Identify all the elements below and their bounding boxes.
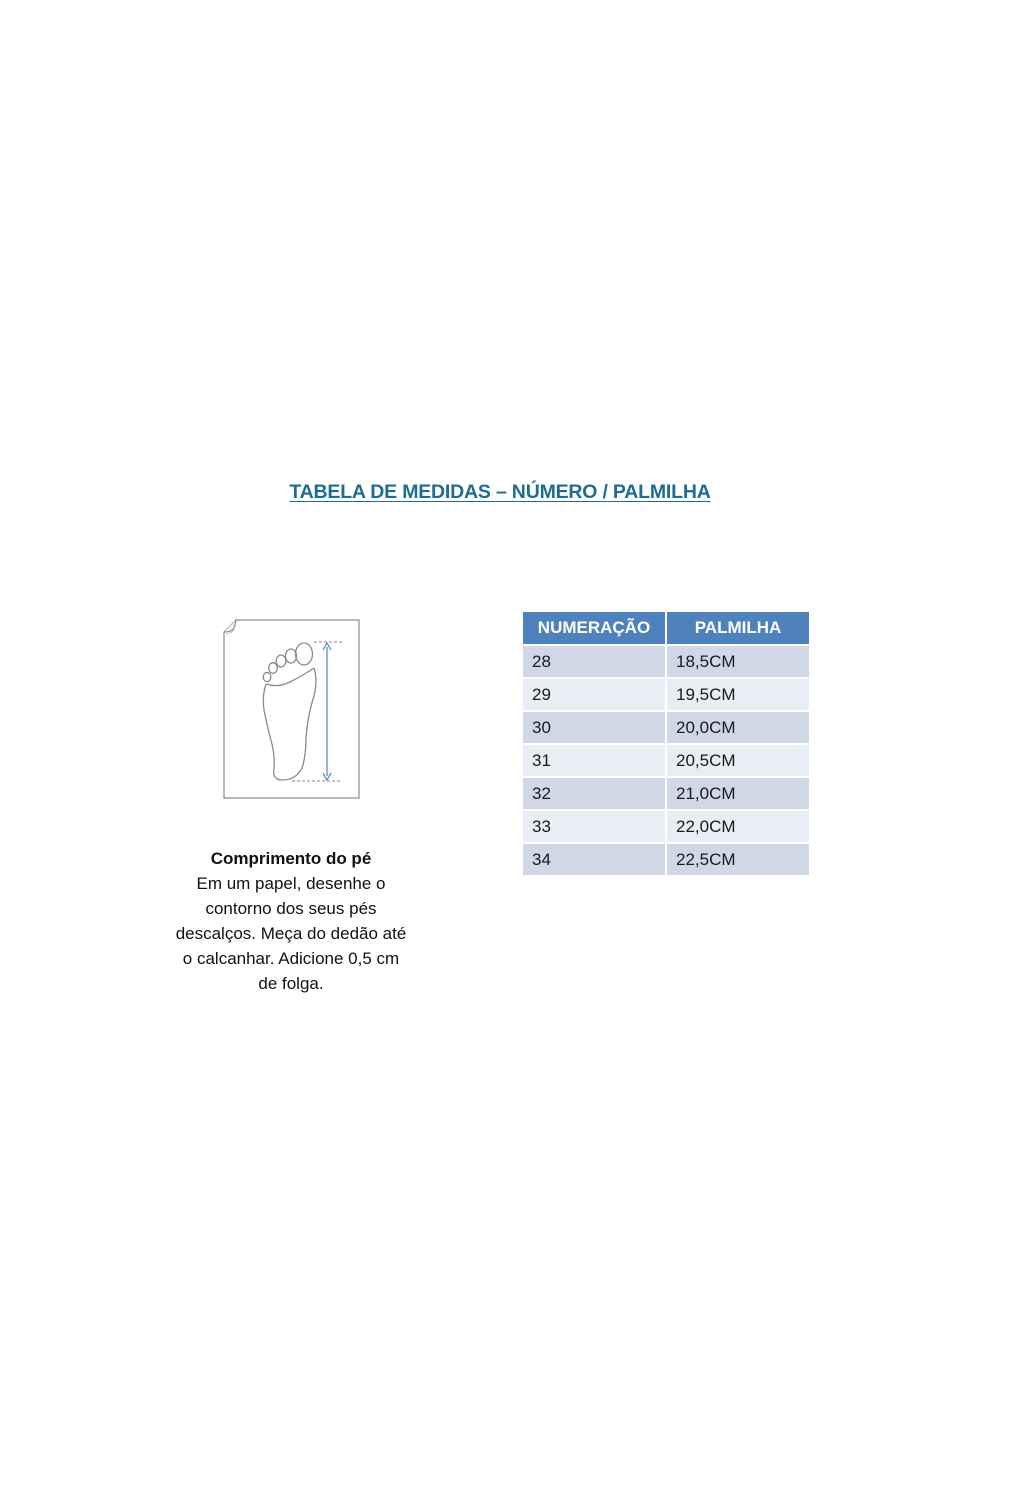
- insole-length-cell: 20,5CM: [667, 745, 809, 778]
- instructions-line: contorno dos seus pés: [205, 899, 377, 918]
- size-number-cell: 34: [523, 844, 667, 877]
- size-number-cell: 33: [523, 811, 667, 844]
- insole-length-cell: 22,0CM: [667, 811, 809, 844]
- size-number-cell: 32: [523, 778, 667, 811]
- instructions-line: o calcanhar. Adicione 0,5 cm: [182, 949, 400, 968]
- table-row: [523, 844, 809, 877]
- size-number-cell: 31: [523, 745, 667, 778]
- instructions-text: [160, 846, 422, 996]
- table-row: [523, 745, 809, 778]
- table-row: [523, 811, 809, 844]
- size-number-cell: 30: [523, 712, 667, 745]
- page-title: TABELA DE MEDIDAS – NÚMERO / PALMILHA: [289, 481, 711, 503]
- table-header-row: [523, 612, 809, 646]
- size-table: [523, 612, 809, 877]
- instructions-line: Em um papel, desenhe o: [196, 874, 386, 893]
- insole-length-cell: 19,5CM: [667, 679, 809, 712]
- size-number-cell: 28: [523, 646, 667, 679]
- insole-length-cell: 20,0CM: [667, 712, 809, 745]
- table-row: [523, 712, 809, 745]
- column-header-palmilha: PALMILHA: [667, 612, 809, 646]
- instructions-line: descalços. Meça do dedão até: [175, 924, 407, 943]
- table-row: [523, 646, 809, 679]
- insole-length-cell: 22,5CM: [667, 844, 809, 877]
- table-row: [523, 778, 809, 811]
- instructions-line: de folga.: [258, 974, 324, 993]
- insole-length-cell: 21,0CM: [667, 778, 809, 811]
- instructions-heading: Comprimento do pé: [210, 849, 372, 868]
- insole-length-cell: 18,5CM: [667, 646, 809, 679]
- foot-measure-icon: [222, 618, 362, 802]
- table-row: [523, 679, 809, 712]
- size-number-cell: 29: [523, 679, 667, 712]
- column-header-numeracao: NUMERAÇÃO: [523, 612, 667, 646]
